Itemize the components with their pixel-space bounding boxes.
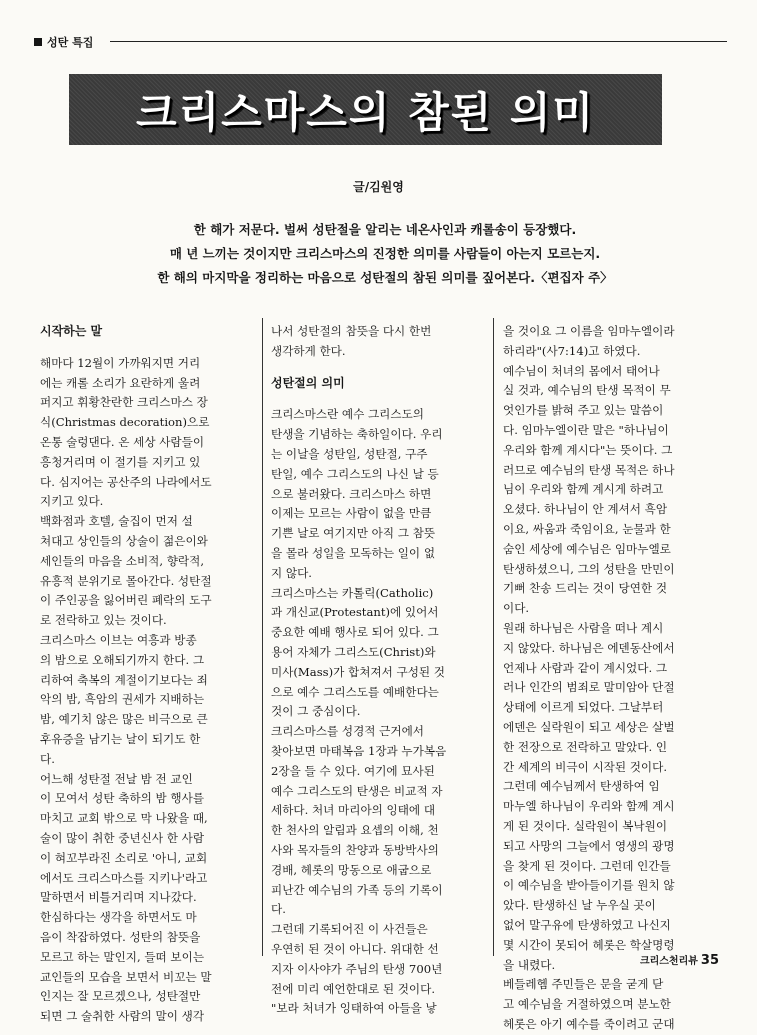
text-line: 으로 예수 그리스도를 예배한다는 xyxy=(271,684,439,699)
text-line: 크리스마스는 카톨릭(Catholic) xyxy=(271,585,434,600)
column-divider xyxy=(493,318,494,956)
text-line: 음이 착잡하였다. 성탄의 참뜻을 xyxy=(40,929,201,944)
text-line: 어느해 성탄절 전날 밤 전 교인 xyxy=(40,771,193,786)
lead-paragraph xyxy=(40,218,730,290)
text-line: 후유증을 남기는 날이 되기도 한 xyxy=(40,731,201,746)
header-rule xyxy=(110,41,727,42)
text-line: 실 것과, 예수님의 탄생 목적이 무 xyxy=(503,383,671,398)
column-divider xyxy=(262,318,263,956)
text-line: 몇 시간이 못되어 헤롯은 학살명령 xyxy=(503,937,675,952)
text-line: 다. xyxy=(40,751,55,766)
text-line: 쳐대고 상인들의 상술이 젊은이와 xyxy=(40,533,208,548)
text-line: 엇인가를 밝혀 주고 있는 말씀이 xyxy=(503,403,664,418)
section-label: 성탄 특집 xyxy=(47,36,94,49)
text-line: 미사(Mass)가 합쳐져서 구성된 것 xyxy=(271,664,445,679)
section-heading: 성탄절의 의미 xyxy=(271,375,345,390)
text-line: 경배, 헤롯의 망동으로 애굽으로 xyxy=(271,862,432,877)
text-line: 는 이날을 성탄일, 성탄절, 구주 xyxy=(271,446,428,461)
text-line: 이다. xyxy=(503,601,530,616)
text-line: 지 않았다. 하나님은 에덴동산에서 xyxy=(503,640,675,655)
text-line: 술이 많이 취한 중년신사 한 사람 xyxy=(40,830,205,845)
text-line: 을 것이요 그 이름을 임마누엘이라 xyxy=(503,324,675,338)
text-line: 이요, 싸움과 죽임이요, 눈물과 한 xyxy=(503,521,671,536)
text-line: 하리라"(사7:14)고 하였다. xyxy=(503,343,641,358)
heading-spacer xyxy=(40,342,252,354)
text-line: 고 예수님을 거절하였으며 분노한 xyxy=(503,997,671,1012)
text-line: 한 전장으로 전락하고 말았다. 인 xyxy=(503,739,668,754)
column-3 xyxy=(503,322,715,1035)
text-line: 오셨다. 하나님이 안 계셔서 흑암 xyxy=(503,502,668,517)
title-banner xyxy=(69,74,662,145)
heading-spacer xyxy=(271,393,483,405)
text-line: 한심하다는 생각을 하면서도 마 xyxy=(40,910,197,925)
text-line: 온통 술렁댄다. 온 세상 사람들이 xyxy=(40,434,205,449)
text-line: 피난간 예수님의 가족 등의 기록이 xyxy=(271,882,443,897)
page-number: 35 xyxy=(700,953,719,968)
text-line: 교인들의 모습을 보면서 비꼬는 말 xyxy=(40,969,212,984)
text-line: 해마다 12월이 가까워지면 거리 xyxy=(40,355,201,370)
text-line: 에는 캐롤 소리가 요란하게 울려 xyxy=(40,375,201,390)
text-line: 러나 인간의 범죄로 말미암아 단절 xyxy=(503,680,675,695)
magazine-name: 크리스천리뷰 xyxy=(639,956,698,967)
lead-line: 매 년 느끼는 것이지만 크리스마스의 진정한 의미를 사람들이 아는지 모르는지. xyxy=(169,246,601,261)
text-line: 원래 하나님은 사람을 떠나 계시 xyxy=(503,620,664,635)
text-line: 탄생하셨으니, 그의 성탄을 만민이 xyxy=(503,561,675,576)
bullet-square-icon xyxy=(34,38,42,46)
column-2 xyxy=(271,322,483,1019)
text-line: 다. xyxy=(271,902,286,917)
text-line: 탄일, 예수 그리스도의 나신 날 등 xyxy=(271,466,439,481)
text-line: 말하면서 비틀거리며 지나갔다. xyxy=(40,890,197,905)
text-line: 예수님이 처녀의 몸에서 태어나 xyxy=(503,363,660,378)
text-line: 크리스마스란 예수 그리스도의 xyxy=(271,407,424,422)
section-heading: 시작하는 말 xyxy=(40,324,103,338)
text-line: 언제나 사람과 같이 계시었다. 그 xyxy=(503,660,668,675)
text-line: 숨인 세상에 예수님은 임마누엘로 xyxy=(503,541,671,556)
text-line: 이 주인공을 잃어버린 폐락의 도구 xyxy=(40,593,212,608)
text-line: 전에 미리 예언한대로 된 것이다. xyxy=(271,981,436,996)
text-line: 이 예수님을 받아들이기를 원치 않 xyxy=(503,878,675,893)
text-line: 사와 목자들의 찬양과 동방박사의 xyxy=(271,842,439,857)
text-line: 한 천사의 알림과 요셉의 이해, 천 xyxy=(271,823,439,838)
text-line: 마치고 교회 밖으로 막 나왔을 때, xyxy=(40,811,208,826)
text-line: 에서도 크리스마스를 지키나'라고 xyxy=(40,870,208,885)
text-line: 게 된 것이다. 실락원이 복낙원이 xyxy=(503,818,668,833)
text-line: 을 찾게 된 것이다. 그런데 인간들 xyxy=(503,858,671,873)
text-line: 퍼지고 휘황찬란한 크리스마스 장 xyxy=(40,395,208,410)
text-line: 탄생을 기념하는 축하일이다. 우리 xyxy=(271,427,443,442)
text-line: 을 몰라 성일을 모독하는 일이 없 xyxy=(271,545,436,560)
text-line: 리하여 축복의 계절이기보다는 죄 xyxy=(40,672,208,687)
text-line: 의 밤으로 오해되기까지 한다. 그 xyxy=(40,652,205,667)
text-line: 로 전락하고 있는 것이다. xyxy=(40,613,167,628)
text-line: 백화점과 호텔, 술집이 먼저 설 xyxy=(40,514,193,529)
text-line: 이 모여서 성탄 축하의 밤 행사를 xyxy=(40,791,205,806)
text-line: 나서 성탄절의 참뜻을 다시 한번 xyxy=(271,324,432,338)
text-line: 그런데 예수님께서 탄생하여 임 xyxy=(503,779,660,794)
text-line: 다. 심지어는 공산주의 나라에서도 xyxy=(40,474,212,489)
text-line: 우연히 된 것이 아니다. 위대한 선 xyxy=(271,941,439,956)
heading-spacer xyxy=(271,362,483,374)
text-line: 을 내렸다. xyxy=(503,957,556,972)
byline: 글/김원영 xyxy=(353,180,404,194)
text-line: 크리스마스를 성경적 근거에서 xyxy=(271,724,424,739)
text-line: 2장을 들 수 있다. 여기에 묘사된 xyxy=(271,763,435,778)
text-line: 간 세계의 비극이 시작된 것이다. xyxy=(503,759,668,774)
text-line: 세인들의 마음을 소비적, 향락적, xyxy=(40,553,205,568)
lead-line: 한 해의 마지막을 정리하는 마음으로 성탄절의 참된 의미를 짚어본다.〈편집자 주〉 xyxy=(157,270,613,285)
text-line: 유흥적 분위기로 몰아간다. 성탄절 xyxy=(40,573,212,588)
text-line: 되고 사망의 그늘에서 영생의 광명 xyxy=(503,838,675,853)
text-line: 모르고 하는 말인지, 들떠 보이는 xyxy=(40,949,205,964)
text-line: 기쁜 날로 여기지만 아직 그 참뜻 xyxy=(271,526,436,541)
text-line: 그런데 기록되어진 이 사건들은 xyxy=(271,922,428,937)
text-line: 생각하게 한다. xyxy=(271,343,346,358)
text-line: 이제는 모르는 사람이 없을 만큼 xyxy=(271,506,432,521)
text-line: 에덴은 실락원이 되고 세상은 살벌 xyxy=(503,719,675,734)
text-line: 없어 말구유에 탄생하였고 나신지 xyxy=(503,917,671,932)
column-1 xyxy=(40,322,252,1027)
text-line: 이 혀꼬부라진 소리로 '아니, 교회 xyxy=(40,850,208,865)
text-line: 과 개신교(Protestant)에 있어서 xyxy=(271,605,439,620)
text-line: 식(Christmas decoration)으로 xyxy=(40,415,210,430)
text-line: 으로 불러왔다. 크리스마스 하면 xyxy=(271,486,432,501)
text-line: 지키고 있다. xyxy=(40,494,104,509)
text-line: 헤롯은 아기 예수를 죽이려고 군대 xyxy=(503,1016,675,1031)
text-line: 인지는 잘 모르겠으나, 성탄절만 xyxy=(40,989,201,1004)
text-line: 중요한 예배 행사로 되어 있다. 그 xyxy=(271,625,439,640)
text-line: 상태에 이르게 되었다. 그날부터 xyxy=(503,700,664,715)
text-line: "보라 처녀가 잉태하여 아들을 낳 xyxy=(271,1001,437,1016)
lead-line: 한 해가 저문다. 벌써 성탄절을 알리는 네온사인과 캐롤송이 등장했다. xyxy=(193,222,577,237)
text-line: 기뻐 찬송 드리는 것이 당연한 것 xyxy=(503,581,668,596)
text-line: 았다. 탄생하신 날 누우실 곳이 xyxy=(503,898,656,913)
page-title: 크리스마스의 참된 의미 xyxy=(136,87,595,137)
text-line: 우리와 함께 계시다"는 뜻이다. 그 xyxy=(503,442,673,457)
text-line: 흥청거리며 이 절기를 지키고 있 xyxy=(40,454,201,469)
section-tag xyxy=(34,34,93,50)
text-line: 마누엘 하나님이 우리와 함께 계시 xyxy=(503,799,675,814)
text-line: 베들레헴 주민들은 문을 굳게 닫 xyxy=(503,977,664,992)
text-line: 것이 그 중심이다. xyxy=(271,704,361,719)
text-line: 님이 우리와 함께 계시게 하려고 xyxy=(503,482,664,497)
text-line: 세하다. 처녀 마리아의 잉태에 대 xyxy=(271,803,436,818)
text-line: 되면 그 술취한 사람의 말이 생각 xyxy=(40,1009,205,1024)
text-line: 다. 임마누엘이란 말은 "하나님이 xyxy=(503,422,669,437)
page-footer xyxy=(640,952,719,968)
text-line: 찾아보면 마태복음 1장과 누가복음 xyxy=(271,743,447,758)
text-line: 악의 밤, 흑암의 권세가 지배하는 xyxy=(40,692,205,707)
text-line: 크리스마스 이브는 여흥과 방종 xyxy=(40,632,197,647)
text-line: 러므로 예수님의 탄생 목적은 하나 xyxy=(503,462,675,477)
text-line: 용어 자체가 그리스도(Christ)와 xyxy=(271,644,436,659)
text-line: 지자 이사야가 주님의 탄생 700년 xyxy=(271,961,443,976)
text-line: 밤, 예기치 않은 많은 비극으로 큰 xyxy=(40,712,208,727)
text-line: 지 않다. xyxy=(271,565,312,580)
text-line: 예수 그리스도의 탄생은 비교적 자 xyxy=(271,783,443,798)
